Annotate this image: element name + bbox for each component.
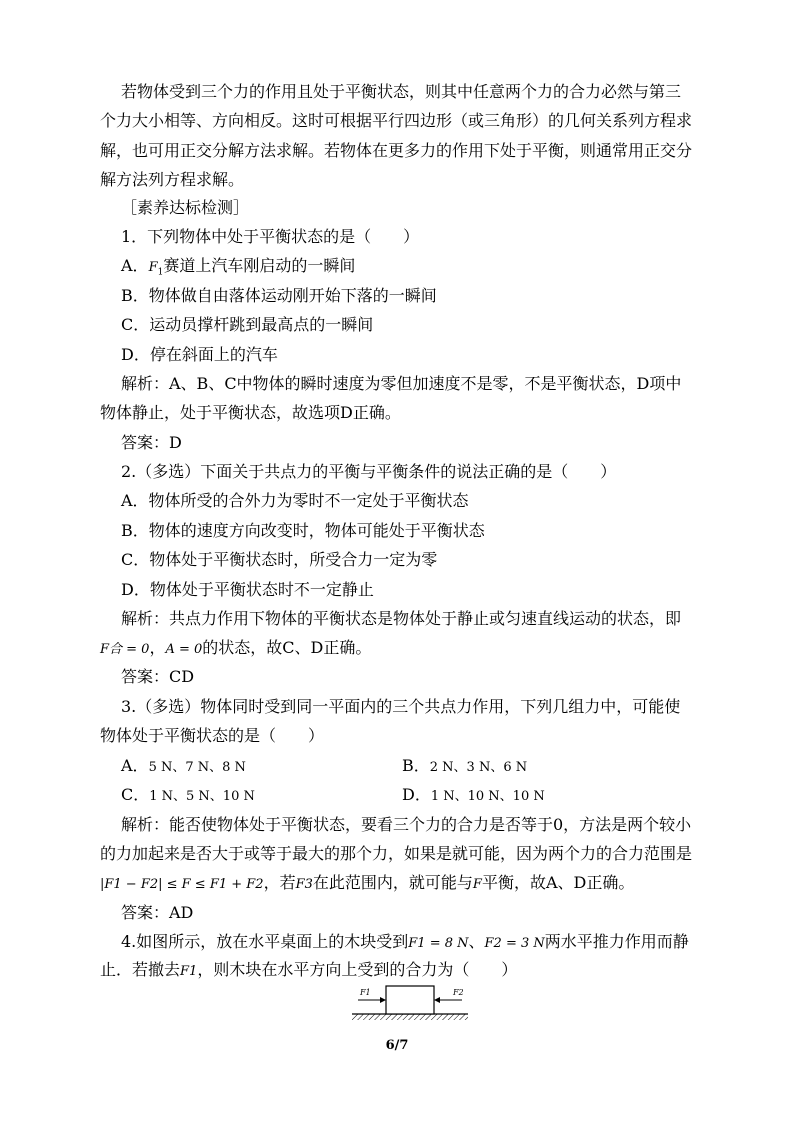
- question-3-option-d: D．1 N、10 N、10 N: [402, 785, 545, 804]
- math-symbol: F1: [180, 964, 198, 979]
- question-3-analysis: 的力加起来是否大于或等于最大的那个力，如果是就可能，因为两个力的合力范围是: [100, 844, 693, 863]
- question-3-option-a: A．5 N、7 N、8 N: [121, 756, 246, 775]
- math-expression: F合 = 0: [100, 642, 150, 657]
- question-3-option-b: B．2 N、3 N、6 N: [402, 756, 528, 775]
- question-4-stem: 止．若撤去F1，则木块在水平方向上受到的合力为（ ）: [100, 960, 518, 979]
- question-2-option-d: D．物体处于平衡状态时不一定静止: [121, 580, 374, 599]
- question-3-analysis: |F1 − F2| ≤ F ≤ F1 + F2，若F3在此范围内，就可能与F平衡，故A、D正确。: [100, 873, 635, 892]
- math-symbol: F: [472, 877, 482, 892]
- page-number: 6/7: [385, 1038, 409, 1053]
- question-1-option-c: C．运动员撑杆跳到最高点的一瞬间: [121, 315, 374, 334]
- force-diagram: [350, 982, 470, 1026]
- force-label-f2: F2: [453, 988, 464, 997]
- question-2-option-a: A．物体所受的合外力为零时不一定处于平衡状态: [121, 491, 469, 510]
- math-expression: F2 = 3 N: [484, 936, 545, 951]
- force-label-f1: F1: [360, 988, 371, 997]
- math-expression: F1 = 8 N: [408, 936, 469, 951]
- question-2-option-c: C．物体处于平衡状态时，所受合力一定为零: [121, 550, 438, 569]
- question-3-stem: 3.（多选）物体同时受到同一平面内的三个共点力作用，下列几组力中，可能使: [121, 697, 681, 716]
- question-1-analysis: 解析：A、B、C中物体的瞬时速度为零但加速度不是零，不是平衡状态，D项中: [121, 374, 682, 393]
- question-2-stem: 2.（多选）下面关于共点力的平衡与平衡条件的说法正确的是（ ）: [121, 462, 617, 481]
- question-1-option-a: A．$F_1$赛道上汽车刚启动的一瞬间: [121, 256, 356, 278]
- paragraph-line: 解，也可用正交分解方法求解。若物体在更多力的作用下处于平衡，则通常用正交分: [100, 141, 693, 160]
- question-3-stem: 物体处于平衡状态的是（ ）: [100, 726, 325, 745]
- question-4-stem: 4.如图所示，放在水平桌面上的木块受到F1 = 8 N、F2 = 3 N两水平推力作用而静: [121, 932, 689, 951]
- question-1-option-b: B．物体做自由落体运动刚开始下落的一瞬间: [121, 286, 437, 305]
- question-2-option-b: B．物体的速度方向改变时，物体可能处于平衡状态: [121, 521, 485, 540]
- question-3-analysis: 解析：能否使物体处于平衡状态，要看三个力的合力是否等于0，方法是两个较小: [121, 815, 692, 834]
- math-symbol: $F_1$: [148, 260, 164, 278]
- question-2-answer: 答案：CD: [121, 667, 195, 686]
- table-hatch: [352, 1014, 468, 1020]
- question-1-stem: 1．下列物体中处于平衡状态的是（ ）: [121, 227, 420, 246]
- math-symbol: F3: [295, 877, 313, 892]
- question-1-analysis: 物体静止，处于平衡状态，故选项D正确。: [100, 403, 401, 422]
- question-3-option-c: C．1 N、5 N、10 N: [121, 785, 255, 804]
- question-2-analysis: F合 = 0，A = 0的状态，故C、D正确。: [100, 638, 372, 657]
- question-1-answer: 答案：D: [121, 433, 182, 452]
- section-title: ［素养达标检测］: [121, 198, 250, 217]
- wooden-block: [386, 986, 434, 1014]
- paragraph-line: 解方法列方程求解。: [100, 170, 245, 189]
- math-expression: A = 0: [165, 642, 203, 657]
- math-expression: |F1 − F2| ≤ F ≤ F1 + F2: [100, 877, 264, 892]
- question-2-analysis: 解析：共点力作用下物体的平衡状态是物体处于静止或匀速直线运动的状态，即: [121, 609, 682, 628]
- paragraph-line: 个力大小相等、方向相反。这时可根据平行四边形（或三角形）的几何关系列方程求: [100, 111, 693, 130]
- paragraph-line: 若物体受到三个力的作用且处于平衡状态，则其中任意两个力的合力必然与第三: [121, 82, 682, 101]
- question-1-option-d: D．停在斜面上的汽车: [121, 345, 278, 364]
- question-3-answer: 答案：AD: [121, 903, 194, 922]
